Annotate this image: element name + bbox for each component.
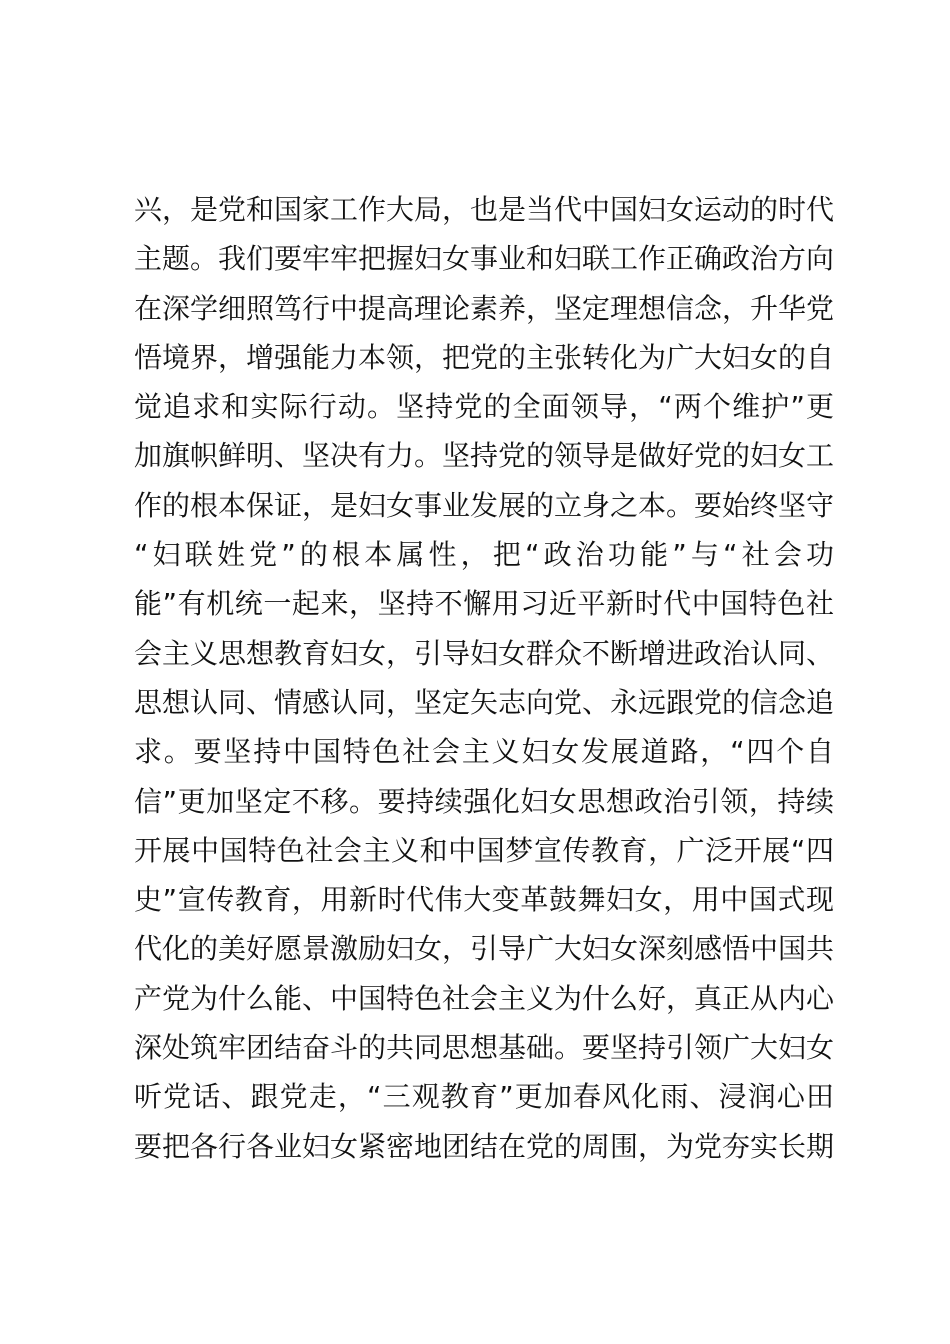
text-line: “妇联姓党”的根本属性，把“政治功能”与“社会功 <box>134 538 834 572</box>
text-line: 思想认同、情感认同，坚定矢志向党、永远跟党的信念追 <box>134 685 835 719</box>
text-line: 听党话、跟党走，“三观教育”更加春风化雨、浸润心田 <box>134 1080 834 1114</box>
text-line: 能”有机统一起来，坚持不懈用习近平新时代中国特色社 <box>134 587 834 621</box>
text-line: 会主义思想教育妇女，引导妇女群众不断增进政治认同、 <box>134 636 835 670</box>
text-line: 产党为什么能、中国特色社会主义为什么好，真正从内心 <box>134 981 835 1015</box>
text-line: 作的根本保证，是妇女事业发展的立身之本。要始终坚守 <box>134 488 835 522</box>
text-line: 史”宣传教育，用新时代伟大变革鼓舞妇女，用中国式现 <box>134 883 834 917</box>
text-line: 在深学细照笃行中提高理论素养，坚定理想信念，升华党 <box>134 291 835 325</box>
text-line: 觉追求和实际行动。坚持党的全面领导，“两个维护”更 <box>134 390 834 424</box>
text-line: 悟境界，增强能力本领，把党的主张转化为广大妇女的自 <box>134 340 835 374</box>
text-line: 深处筑牢团结奋斗的共同思想基础。要坚持引领广大妇女 <box>134 1031 835 1065</box>
text-line: 要把各行各业妇女紧密地团结在党的周围，为党夯实长期 <box>134 1129 835 1163</box>
text-line: 代化的美好愿景激励妇女，引导广大妇女深刻感悟中国共 <box>134 932 835 966</box>
text-line: 信”更加坚定不移。要持续强化妇女思想政治引领，持续 <box>134 784 834 818</box>
text-line: 兴，是党和国家工作大局，也是当代中国妇女运动的时代 <box>134 193 835 226</box>
text-line: 加旗帜鲜明、坚决有力。坚持党的领导是做好党的妇女工 <box>134 439 835 473</box>
text-line: 开展中国特色社会主义和中国梦宣传教育，广泛开展“四 <box>134 833 834 867</box>
text-line: 主题。我们要牢牢把握妇女事业和妇联工作正确政治方向 <box>134 242 835 276</box>
body-text <box>134 185 834 1171</box>
text-line: 求。要坚持中国特色社会主义妇女发展道路，“四个自 <box>134 735 834 769</box>
